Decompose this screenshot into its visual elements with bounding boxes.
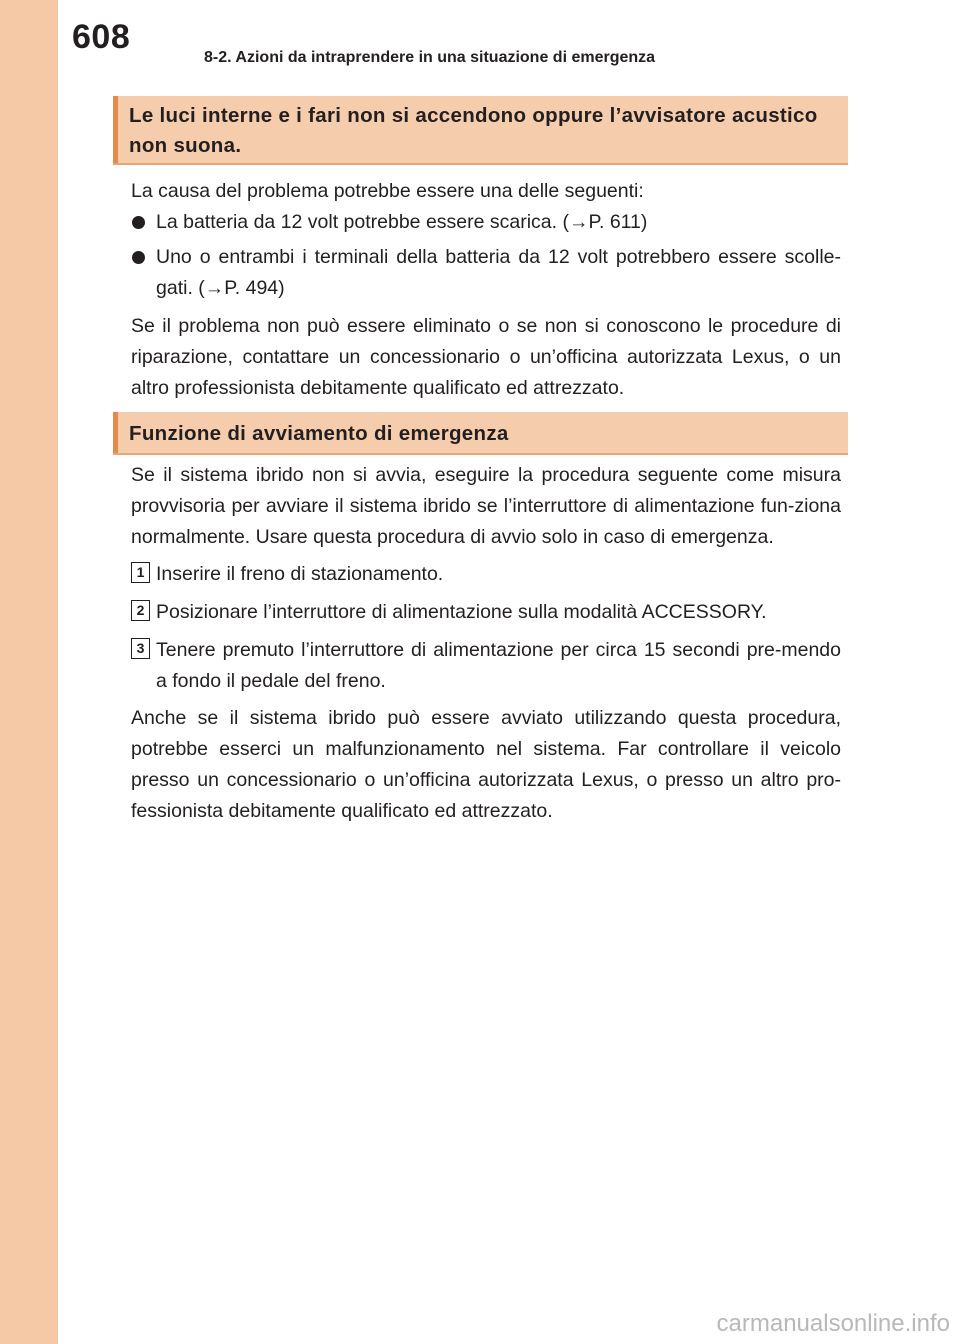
list-item [131, 207, 841, 238]
step-number: 1 [131, 562, 150, 583]
step-text: Posizionare l’interruttore di alimentazione sulla modalità ACCESSORY. [156, 601, 767, 623]
bullet-icon [132, 216, 145, 229]
watermark: carmanualsonline.info [716, 1310, 950, 1337]
procedure-step [131, 635, 841, 697]
step-text: Tenere premuto l’interruttore di alimentazione per circa 15 secondi pre-mendo a fondo il pedale del freno. [156, 639, 841, 692]
section-title: Funzione di avviamento di emergenza [129, 422, 509, 445]
left-margin-band [0, 0, 58, 1344]
step-number: 3 [131, 638, 150, 659]
page-header [72, 18, 932, 78]
list-item [131, 242, 841, 304]
step-text: Inserire il freno di stazionamento. [156, 563, 444, 585]
heading-accent-bar [113, 412, 118, 453]
procedure-step [131, 597, 841, 628]
step-number: 2 [131, 600, 150, 621]
section1-closing: Se il problema non può essere eliminato o se non si conoscono le procedure di riparazione, contattare un concessionario o un’officina autorizzata Lexus, o un altro professionista debitamente qualificato ed attrezzato. [131, 315, 841, 399]
section-heading-emergency-start [113, 412, 848, 455]
chapter-title: 8-2. Azioni da intraprendere in una situazione di emergenza [204, 49, 656, 66]
list-item-text: La batteria da 12 volt potrebbe essere scarica. (→P. 611) [156, 211, 648, 233]
section2-intro: Se il sistema ibrido non si avvia, eseguire la procedura seguente come misura provvisoria per avviare il sistema ibrido se l’interruttore di alimentazione fun-ziona normalmente. Usare questa procedura di avvio solo in caso di emergenza. [131, 464, 841, 548]
section-heading-lights [113, 96, 848, 165]
bullet-icon [132, 251, 145, 264]
list-item-text: Uno o entrambi i terminali della batteria da 12 volt potrebbero essere scolle-gati. (→P. 494) [156, 246, 841, 299]
section1-intro: La causa del problema potrebbe essere una delle seguenti: [131, 180, 644, 202]
heading-accent-bar [113, 96, 118, 163]
procedure-step [131, 559, 841, 590]
page-number: 608 [72, 18, 131, 56]
section-title: Le luci interne e i fari non si accendono oppure l’avvisatore acustico non suona. [129, 104, 818, 157]
section2-closing: Anche se il sistema ibrido può essere avviato utilizzando questa procedura, potrebbe esserci un malfunzionamento nel sistema. Far controllare il veicolo presso un concessionario o un’officina autorizzata Lexus, o presso un altro pro-fessionista debitamente qualificato ed attrezzato. [131, 707, 841, 822]
